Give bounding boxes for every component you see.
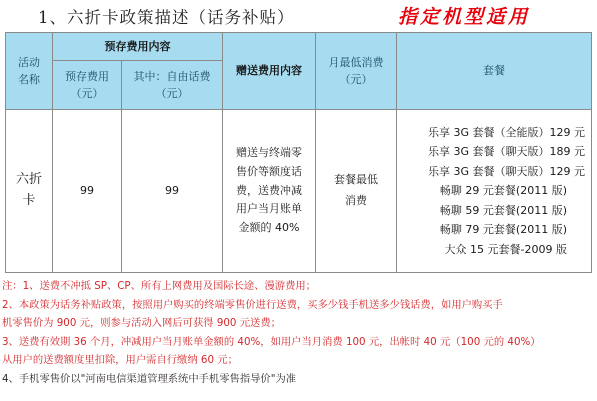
cell-packages [397,110,592,273]
package-item: 畅聊 79 元套餐(2011 版) [439,223,567,237]
package-item: 乐享 3G 套餐（全能版）129 元 [427,125,585,139]
note-line: 注：1、送费不冲抵 SP、CP、所有上网费用及国际长途、漫游费用； [2,280,316,292]
cell-activity: 六折卡 [6,110,53,273]
header-activity: 活动名称 [6,33,53,110]
policy-table [5,32,592,273]
note-line: 从用户的送费额度里扣除，用户需自行缴纳 60 元； [2,354,238,367]
designated-model-stamp: 指定机型适用 [398,6,531,28]
package-item: 畅聊 59 元套餐(2011 版) [439,203,567,217]
notes-section [2,277,594,389]
note-line: 机零售价为 900 元，则参与活动入网后可获得 900 元送费； [2,317,281,330]
header-prestore: 预存费用（元） [53,61,122,110]
cell-prestore: 99 [53,110,122,273]
package-item: 乐享 3G 套餐（聊天版）129 元 [427,164,585,178]
header-min-consumption: 月最低消费（元） [316,33,397,110]
package-item: 乐享 3G 套餐（聊天版）189 元 [427,145,585,159]
cell-gift: 赠送与终端零售价等额度话费，送费冲减用户当月账单金额的 40% [223,110,316,273]
cell-free-fee: 99 [122,110,223,273]
header-gift: 赠送费用内容 [223,33,316,110]
header-prestore-group: 预存费用内容 [53,33,223,61]
cell-min-consumption: 套餐最低消费 [316,110,397,273]
header-package: 套餐 [397,33,592,110]
note-line: 4、手机零售价以"河南电信渠道管理系统中手机零售指导价"为准 [2,372,297,385]
note-line: 2、本政策为话务补贴政策，按照用户购买的终端零售价进行送费，买多少钱手机送多少钱话费，如用户购买手 [2,298,503,311]
header-free-fee: 其中：自由话费（元） [122,61,223,110]
section-title: 1、六折卡政策描述（话务补贴） [38,8,295,27]
note-line: 3、送费有效期 36 个月，冲减用户当月账单金额的 40%，如用户当月消费 100 元，出帐时 40 元（100 元的 40%） [2,335,541,348]
package-item: 畅聊 29 元套餐(2011 版) [439,184,567,198]
package-item: 大众 15 元套餐-2009 版 [444,242,567,256]
